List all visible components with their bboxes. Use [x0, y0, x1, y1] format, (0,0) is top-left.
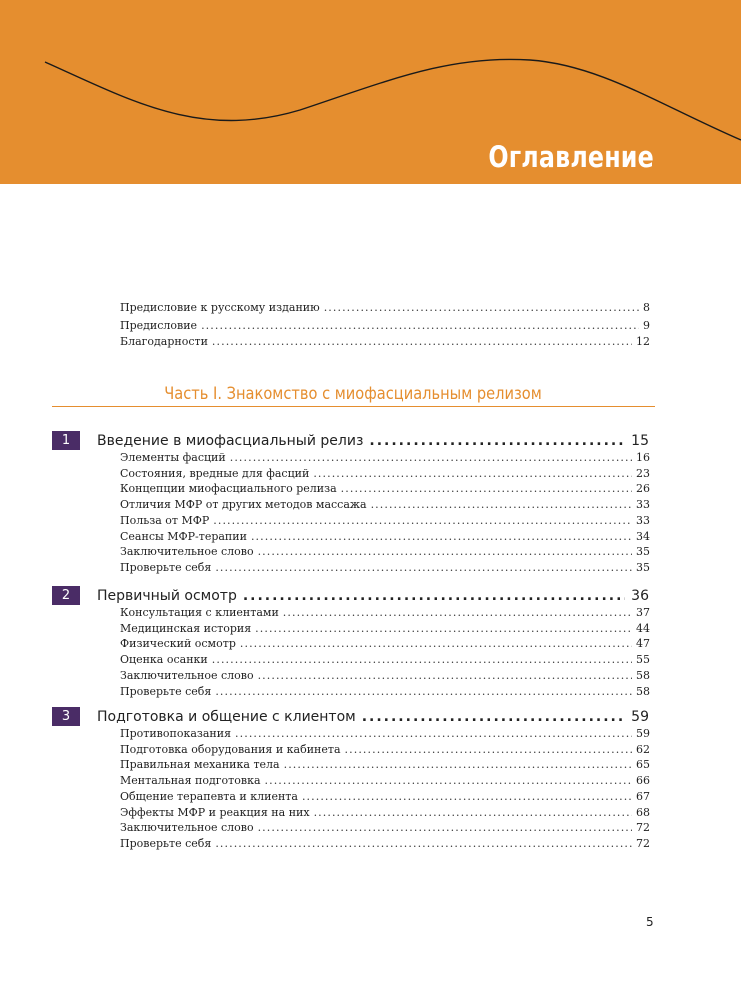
toc-entry-page: 33 [636, 498, 650, 512]
toc-entry-page: 23 [636, 466, 650, 480]
chapter-title: Введение в миофасциальный релиз [97, 433, 364, 449]
dot-leader [324, 301, 639, 315]
toc-entry-title: Концепции миофасциального релиза [120, 482, 337, 496]
section-entry[interactable] [120, 498, 650, 512]
chapter-page: 15 [631, 433, 649, 449]
toc-entry-page: 62 [636, 742, 650, 756]
toc-entry-title: Противопоказания [120, 727, 232, 740]
toc-entry-title: Заключительное слово [120, 821, 254, 835]
dot-leader [369, 432, 625, 450]
toc-entry-title: Сеансы МФР-терапии [120, 529, 247, 543]
toc-entry-title: Общение терапевта и клиента [120, 789, 298, 803]
toc-entry-title: Предисловие [120, 319, 198, 332]
toc-entry-page: 58 [636, 668, 650, 682]
toc-entry-title: Консультация с клиентами [120, 606, 279, 619]
toc-entry-page: 72 [636, 836, 650, 850]
toc-entry-page: 47 [636, 637, 650, 651]
section-entry[interactable] [120, 561, 650, 575]
section-entry[interactable] [120, 743, 650, 757]
toc-entry-page: 44 [636, 621, 650, 635]
toc-entry-page: 67 [636, 789, 650, 803]
dot-leader [215, 685, 632, 699]
dot-leader [258, 545, 632, 559]
header-banner [0, 0, 741, 184]
toc-entry-title: Физический осмотр [120, 637, 236, 651]
dot-leader [255, 622, 632, 636]
section-entry[interactable] [120, 606, 650, 620]
chapter-page: 36 [631, 588, 649, 604]
section-entry[interactable] [120, 821, 650, 835]
section-entry[interactable] [120, 451, 650, 465]
page-number: 5 [646, 915, 654, 929]
chapter-number-badge: 1 [52, 431, 80, 450]
dot-leader [314, 806, 632, 820]
section-entry[interactable] [120, 482, 650, 496]
toc-entry-title: Подготовка оборудования и кабинета [120, 742, 341, 756]
toc-entry-page: 58 [636, 684, 650, 698]
section-entry[interactable] [120, 727, 650, 741]
dot-leader [345, 743, 632, 757]
toc-entry-title: Оценка осанки [120, 653, 208, 667]
section-entry[interactable] [120, 545, 650, 559]
toc-entry-page: 26 [636, 482, 650, 496]
toc-entry-page: 12 [636, 335, 650, 348]
section-entry[interactable] [120, 790, 650, 804]
toc-entry-title: Благодарности [120, 335, 208, 348]
dot-leader [213, 514, 632, 528]
dot-leader [258, 669, 632, 683]
section-entry[interactable] [120, 637, 650, 651]
toc-entry-title: Проверьте себя [120, 684, 212, 698]
chapter-title: Первичный осмотр [97, 588, 237, 604]
dot-leader [362, 708, 625, 726]
toc-entry-title: Элементы фасций [120, 451, 226, 464]
dot-leader [215, 561, 632, 575]
chapter-entry[interactable] [97, 708, 649, 726]
dot-leader [201, 319, 639, 333]
part-title: Часть I. Знакомство с миофасциальным релизом [164, 384, 542, 404]
section-entry[interactable] [120, 837, 650, 851]
dot-leader [215, 837, 632, 851]
dot-leader [341, 482, 632, 496]
toc-entry-page: 65 [636, 758, 650, 772]
toc-entry-title: Ментальная подготовка [120, 774, 261, 788]
dot-leader [258, 821, 632, 835]
toc-entry-page: 72 [636, 821, 650, 835]
chapter-number-badge: 2 [52, 586, 80, 605]
dot-leader [371, 498, 632, 512]
part-divider [52, 406, 655, 407]
chapter-page: 59 [631, 709, 649, 725]
dot-leader [265, 774, 633, 788]
dot-leader [251, 530, 632, 544]
toc-entry-page: 16 [636, 451, 650, 464]
toc-entry-page: 8 [643, 301, 650, 314]
section-entry[interactable] [120, 806, 650, 820]
toc-entry-title: Эффекты МФР и реакция на них [120, 805, 310, 819]
toc-entry-page: 66 [636, 774, 650, 788]
dot-leader [243, 587, 625, 605]
dot-leader [284, 758, 632, 772]
toc-entry-page: 59 [636, 727, 650, 740]
section-entry[interactable] [120, 669, 650, 683]
dot-leader [313, 467, 632, 481]
dot-leader [212, 653, 632, 667]
section-entry[interactable] [120, 758, 650, 772]
toc-entry-title: Заключительное слово [120, 668, 254, 682]
dot-leader [212, 335, 632, 349]
toc-entry-page: 35 [636, 545, 650, 559]
toc-entry-page: 37 [636, 606, 650, 619]
toc-entry-page: 55 [636, 653, 650, 667]
toc-entry-title: Состояния, вредные для фасций [120, 466, 310, 480]
toc-entry-title: Заключительное слово [120, 545, 254, 559]
front-matter-entry[interactable] [120, 319, 650, 333]
toc-entry-title: Проверьте себя [120, 560, 212, 574]
toc-entry-page: 9 [643, 319, 650, 332]
toc-entry-page: 34 [636, 529, 650, 543]
chapter-number-badge: 3 [52, 707, 80, 726]
dot-leader [283, 606, 632, 620]
section-entry[interactable] [120, 514, 650, 528]
section-entry[interactable] [120, 685, 650, 699]
section-entry[interactable] [120, 530, 650, 544]
chapter-entry[interactable] [97, 587, 649, 605]
front-matter-entry[interactable] [120, 301, 650, 315]
dot-leader [240, 637, 632, 651]
section-entry[interactable] [120, 467, 650, 481]
chapter-title: Подготовка и общение с клиентом [97, 709, 356, 725]
dot-leader [235, 727, 632, 741]
toc-entry-title: Правильная механика тела [120, 758, 280, 772]
section-entry[interactable] [120, 653, 650, 667]
chapter-entry[interactable] [97, 432, 649, 450]
toc-entry-title: Предисловие к русскому изданию [120, 301, 320, 314]
toc-entry-title: Медицинская история [120, 621, 252, 635]
front-matter-entry[interactable] [120, 335, 650, 349]
dot-leader [230, 451, 632, 465]
page-title: Оглавление [488, 140, 654, 174]
toc-entry-page: 33 [636, 513, 650, 527]
toc-entry-title: Проверьте себя [120, 836, 212, 850]
toc-entry-title: Польза от МФР [120, 513, 210, 527]
section-entry[interactable] [120, 622, 650, 636]
toc-entry-page: 35 [636, 560, 650, 574]
toc-entry-page: 68 [636, 805, 650, 819]
dot-leader [302, 790, 632, 804]
section-entry[interactable] [120, 774, 650, 788]
toc-entry-title: Отличия МФР от других методов массажа [120, 498, 367, 512]
